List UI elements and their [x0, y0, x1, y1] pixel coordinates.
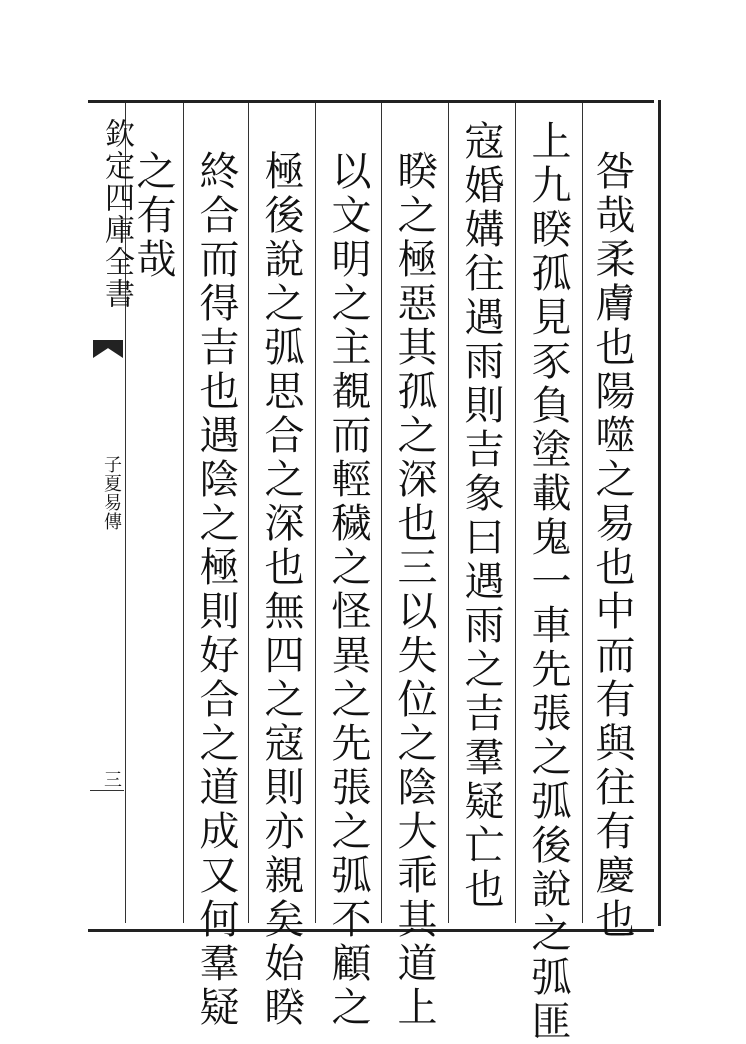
column-divider: [248, 103, 249, 923]
column-divider: [315, 103, 316, 923]
text-column-4: 睽之極惡其孤之深也三以失位之陰大乖其道上: [391, 150, 437, 1030]
margin-rule: [90, 790, 124, 791]
margin-book-title: 欽定四庫全書: [99, 118, 134, 310]
margin-work-title: 子夏易傳: [101, 455, 122, 531]
column-divider: [183, 103, 184, 923]
text-column-7: 終合而得吉也遇陰之極則好合之道成又何羣疑: [193, 150, 239, 1030]
text-column-5: 以文明之主覩而輕穢之怪異之先張之弧不顧之: [325, 150, 371, 1030]
text-column-3: 寇婚媾往遇雨則吉象曰遇雨之吉羣疑亡也: [458, 120, 504, 912]
frame-right-edge: [652, 100, 661, 926]
text-column-1: 咎哉柔膚也陽噬之易也中而有與往有慶也: [589, 150, 635, 942]
text-column-2: 上九睽孤見豕負塗載鬼一車先張之弧後說之弧匪: [525, 120, 571, 1044]
column-divider: [381, 103, 382, 923]
column-divider: [515, 103, 516, 923]
margin-page-number: 三: [101, 770, 122, 788]
column-divider: [582, 103, 583, 923]
text-column-6: 極後說之弧思合之深也無四之寇則亦親矣始睽: [258, 150, 304, 1030]
column-divider: [448, 103, 449, 923]
text-column-8: 之有哉: [130, 150, 176, 282]
